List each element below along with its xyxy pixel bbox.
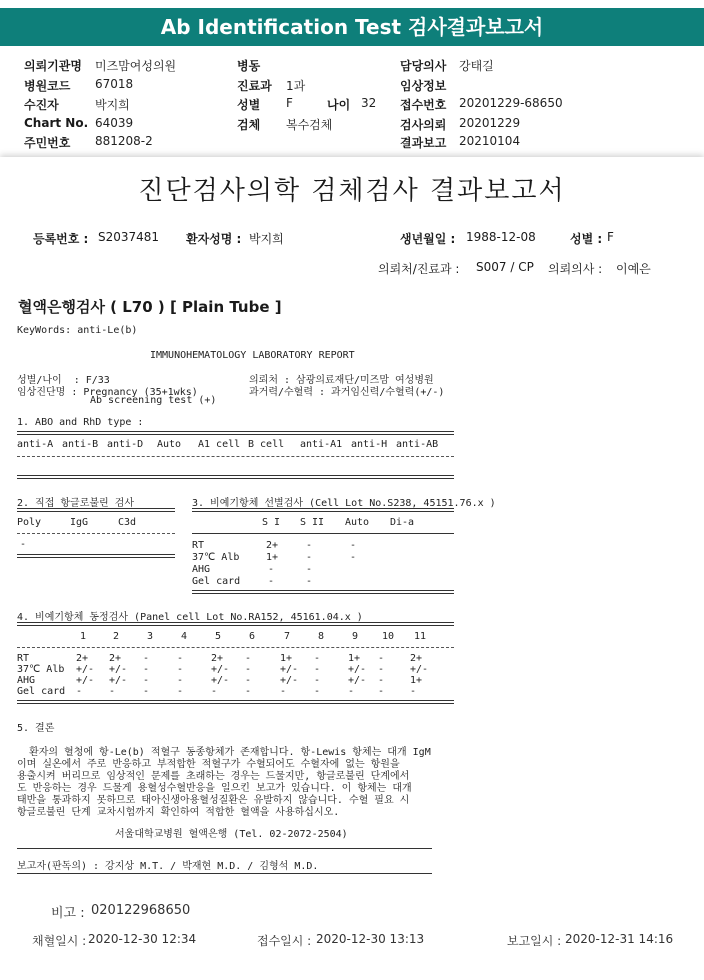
panel-cell: - [314,675,321,686]
conclusion-line: 태반을 통과하지 못하므로 태아신생아용혈성질환은 유발하지 않습니다. 수혈 필요 시 [17,795,410,806]
reg-no-label: 등록번호 : [33,232,89,246]
divider [17,508,175,512]
institution-line: 서울대학교병원 혈액은행 (Tel. 02-2072-2504) [115,829,348,840]
specimen-value: 복수검체 [286,118,333,132]
panel-cell: - [245,675,252,686]
panel-cell: - [109,686,116,697]
panel-cell: +/- [211,675,230,686]
divider [192,508,454,512]
divider [17,533,175,534]
screen-cell: - [268,576,275,587]
screen-cell: - [306,540,313,551]
abo-header-b-cell: B cell [248,439,285,450]
screen-header-s2: S II [300,517,325,528]
birth-date-value: 1988-12-08 [466,230,536,244]
conclusion-line: 환자의 혈청에 항-Le(b) 적혈구 동종항체가 존재합니다. 항-Lewis 항체는 대개 IgM [17,747,431,758]
panel-cell: - [143,686,150,697]
conclusion-line: 도 반응하는 경우 드물게 용혈성수혈반응을 일으킨 보고가 있습니다. 이 항체는 대개 [17,783,412,794]
panel-header: 8 [318,631,325,642]
doctor-label: 담당의사 [400,59,447,73]
panel-cell: - [378,653,385,664]
age-label: 나이 [327,98,351,112]
panel-cell: - [245,686,252,697]
abo-header-anti-ab: anti-AB [396,439,439,450]
dat-header-poly: Poly [17,517,42,528]
screen-header-auto: Auto [345,517,370,528]
panel-cell: +/- [109,675,128,686]
panel-cell: +/- [76,675,95,686]
panel-cell: - [177,686,184,697]
panel-cell: +/- [410,664,429,675]
abo-header-anti-b: anti-B [62,439,99,450]
sex-value-2: F [607,230,614,244]
request-date-label: 검사의뢰 [400,118,447,132]
screen-cell: 2+ [266,540,279,551]
panel-cell: - [378,664,385,675]
panel-cell: - [378,675,385,686]
diagnosis-line-2: Ab screening test (+) [90,395,217,406]
conclusion-title: 5. 결론 [17,723,55,734]
panel-title: 4. 비예기항체 동정검사 (Panel cell Lot No.RA152, 45161.04.x ) [17,612,363,623]
panel-cell: +/- [109,664,128,675]
panel-cell: - [177,675,184,686]
dat-value: - [20,539,27,550]
panel-cell: 1+ [348,653,361,664]
reporters-line: 보고자(판독의) : 강지상 M.T. / 박재현 M.D. / 김형석 M.D. [17,861,319,872]
received-label: 접수일시 : [257,934,312,948]
panel-header: 7 [284,631,291,642]
screen-cell: - [350,552,357,563]
examinee-label: 수진자 [24,98,59,112]
panel-cell: - [143,664,150,675]
panel-phase: Gel card [17,686,66,697]
panel-cell: - [378,686,385,697]
screen-phase: RT [192,540,205,551]
conclusion-line: 항글로불린 단계 교차시험까지 확인하여 적합한 혈액을 사용하십시오. [17,807,340,818]
conclusion-line: 용출시켜 버리므로 임상적인 문제를 초래하는 경우는 드물지만, 항글로불린 단계에서 [17,771,410,782]
panel-phase: AHG [17,675,36,686]
hospital-label: 의뢰기관명 [24,59,82,73]
section-title: 혈액은행검사 ( L70 ) [ Plain Tube ] [18,298,282,316]
department-value: 1과 [286,79,306,93]
chart-no-label: Chart No. [24,116,89,130]
report-date-label: 결과보고 [400,136,447,150]
panel-header: 2 [113,631,120,642]
collected-label: 채혈일시 : [32,934,87,948]
resident-no-value: 881208-2 [95,134,153,148]
history-line: 과거력/수혈력 : 과거임신력/수혈력(+/-) [249,387,445,398]
lab-heading: IMMUNOHEMATOLOGY LABORATORY REPORT [150,350,355,361]
sex-label-2: 성별 : [570,232,603,246]
abo-header-anti-d: anti-D [107,439,144,450]
panel-header: 11 [414,631,427,642]
panel-cell: - [143,653,150,664]
abo-header-anti-a1: anti-A1 [300,439,343,450]
hospital-code-value: 67018 [95,77,134,91]
screen-header-s1: S I [262,517,281,528]
screen-phase: Gel card [192,576,241,587]
chart-no-value: 64039 [95,116,134,130]
report-banner-title: Ab Identification Test 검사결과보고서 [0,8,704,46]
panel-cell: 1+ [280,653,293,664]
panel-header: 3 [147,631,154,642]
panel-cell: - [177,653,184,664]
panel-header: 4 [181,631,188,642]
screen-phase: AHG [192,564,211,575]
screen-cell: - [306,564,313,575]
abo-header-anti-a: anti-A [17,439,54,450]
screen-cell: 1+ [266,552,279,563]
reg-no-value: S2037481 [98,230,160,244]
remark-label: 비고 : [51,906,85,921]
divider [192,590,454,594]
physician-label: 의뢰의사 : [548,262,603,276]
panel-cell: - [211,686,218,697]
report-title: 진단검사의학 검체검사 결과보고서 [138,176,566,206]
panel-cell: - [314,653,321,664]
panel-cell: - [143,675,150,686]
panel-cell: - [280,686,287,697]
panel-cell: +/- [76,664,95,675]
panel-cell: - [245,653,252,664]
remark-value: 020122968650 [91,903,191,918]
screen-title: 3. 비예기항체 선별검사 (Cell Lot No.S238, 45151.76.x ) [192,498,496,509]
screen-cell: - [306,576,313,587]
keywords: KeyWords: anti-Le(b) [17,325,138,336]
panel-cell: 1+ [410,675,423,686]
divider [17,554,175,558]
reported-label: 보고일시 : [507,934,562,948]
panel-cell: +/- [348,664,367,675]
divider [17,475,454,479]
age-value: 32 [361,96,377,110]
ref-org-line: 의뢰처 : 삼광의료재단/미즈맘 여성병원 [249,375,434,386]
panel-cell: - [245,664,252,675]
panel-header: 6 [249,631,256,642]
divider [17,622,454,626]
divider [17,431,454,435]
panel-cell: 2+ [76,653,89,664]
panel-phase: RT [17,653,30,664]
panel-cell: - [314,664,321,675]
abo-header-auto: Auto [157,439,182,450]
dat-header-c3d: C3d [118,517,137,528]
sex-age-line: 성별/나이 : F/33 [17,375,110,386]
sex-value: F [286,96,293,110]
patient-name-label: 환자성명 : [186,232,242,246]
divider [17,873,432,874]
screen-cell: - [268,564,275,575]
examinee-value: 박지희 [95,98,130,112]
panel-cell: - [76,686,83,697]
department-label: 진료과 [237,79,272,93]
panel-cell: 2+ [410,653,423,664]
panel-header: 9 [352,631,359,642]
panel-cell: - [314,686,321,697]
report-date-value: 20210104 [459,134,521,148]
receipt-no-value: 20201229-68650 [459,96,563,110]
panel-cell: - [348,686,355,697]
panel-cell: - [410,686,417,697]
panel-cell: +/- [280,664,299,675]
abo-header-anti-h: anti-H [351,439,388,450]
panel-header: 10 [382,631,395,642]
panel-cell: - [177,664,184,675]
panel-cell: 2+ [109,653,122,664]
divider [192,533,454,534]
reported-value: 2020-12-31 14:16 [565,932,674,946]
abo-header-a1-cell: A1 cell [198,439,241,450]
panel-cell: +/- [280,675,299,686]
panel-cell: +/- [348,675,367,686]
diagnosis-line: 임상진단명 : Pregnancy (35+1wks) [17,387,198,398]
received-value: 2020-12-30 13:13 [316,932,425,946]
dept-label: 의뢰처/진료과 : [378,262,460,276]
screen-phase: 37℃ Alb [192,552,240,563]
abo-title: 1. ABO and RhD type : [17,417,144,428]
dept-value: S007 / CP [476,260,534,274]
doctor-value: 강태길 [459,59,494,73]
hospital-code-label: 병원코드 [24,79,71,93]
sex-label: 성별 [237,98,261,112]
collected-value: 2020-12-30 12:34 [88,932,197,946]
dat-title: 2. 직접 항글로불린 검사 [17,498,135,509]
panel-header: 5 [215,631,222,642]
divider [17,456,454,457]
divider [17,700,454,704]
ward-label: 병동 [237,59,261,73]
divider [17,647,454,648]
birth-date-label: 생년월일 : [400,232,456,246]
specimen-label: 검체 [237,118,261,132]
request-date-value: 20201229 [459,116,521,130]
conclusion-line: 이며 실온에서 주로 반응하고 부적합한 적혈구가 수혈되어도 수혈자에 없는 항원을 [17,759,400,770]
resident-no-label: 주민번호 [24,136,71,150]
panel-phase: 37℃ Alb [17,664,65,675]
screen-cell: - [306,552,313,563]
panel-cell: 2+ [211,653,224,664]
panel-cell: +/- [211,664,230,675]
screen-cell: - [350,540,357,551]
screen-header-dia: Di-a [390,517,415,528]
divider [17,848,432,849]
patient-name-value: 박지희 [249,232,284,246]
hospital-value: 미즈맘여성의원 [95,59,177,73]
physician-value: 이예은 [616,262,651,276]
receipt-no-label: 접수번호 [400,98,447,112]
clinical-info-label: 임상정보 [400,79,447,93]
dat-header-igg: IgG [70,517,89,528]
panel-header: 1 [80,631,87,642]
